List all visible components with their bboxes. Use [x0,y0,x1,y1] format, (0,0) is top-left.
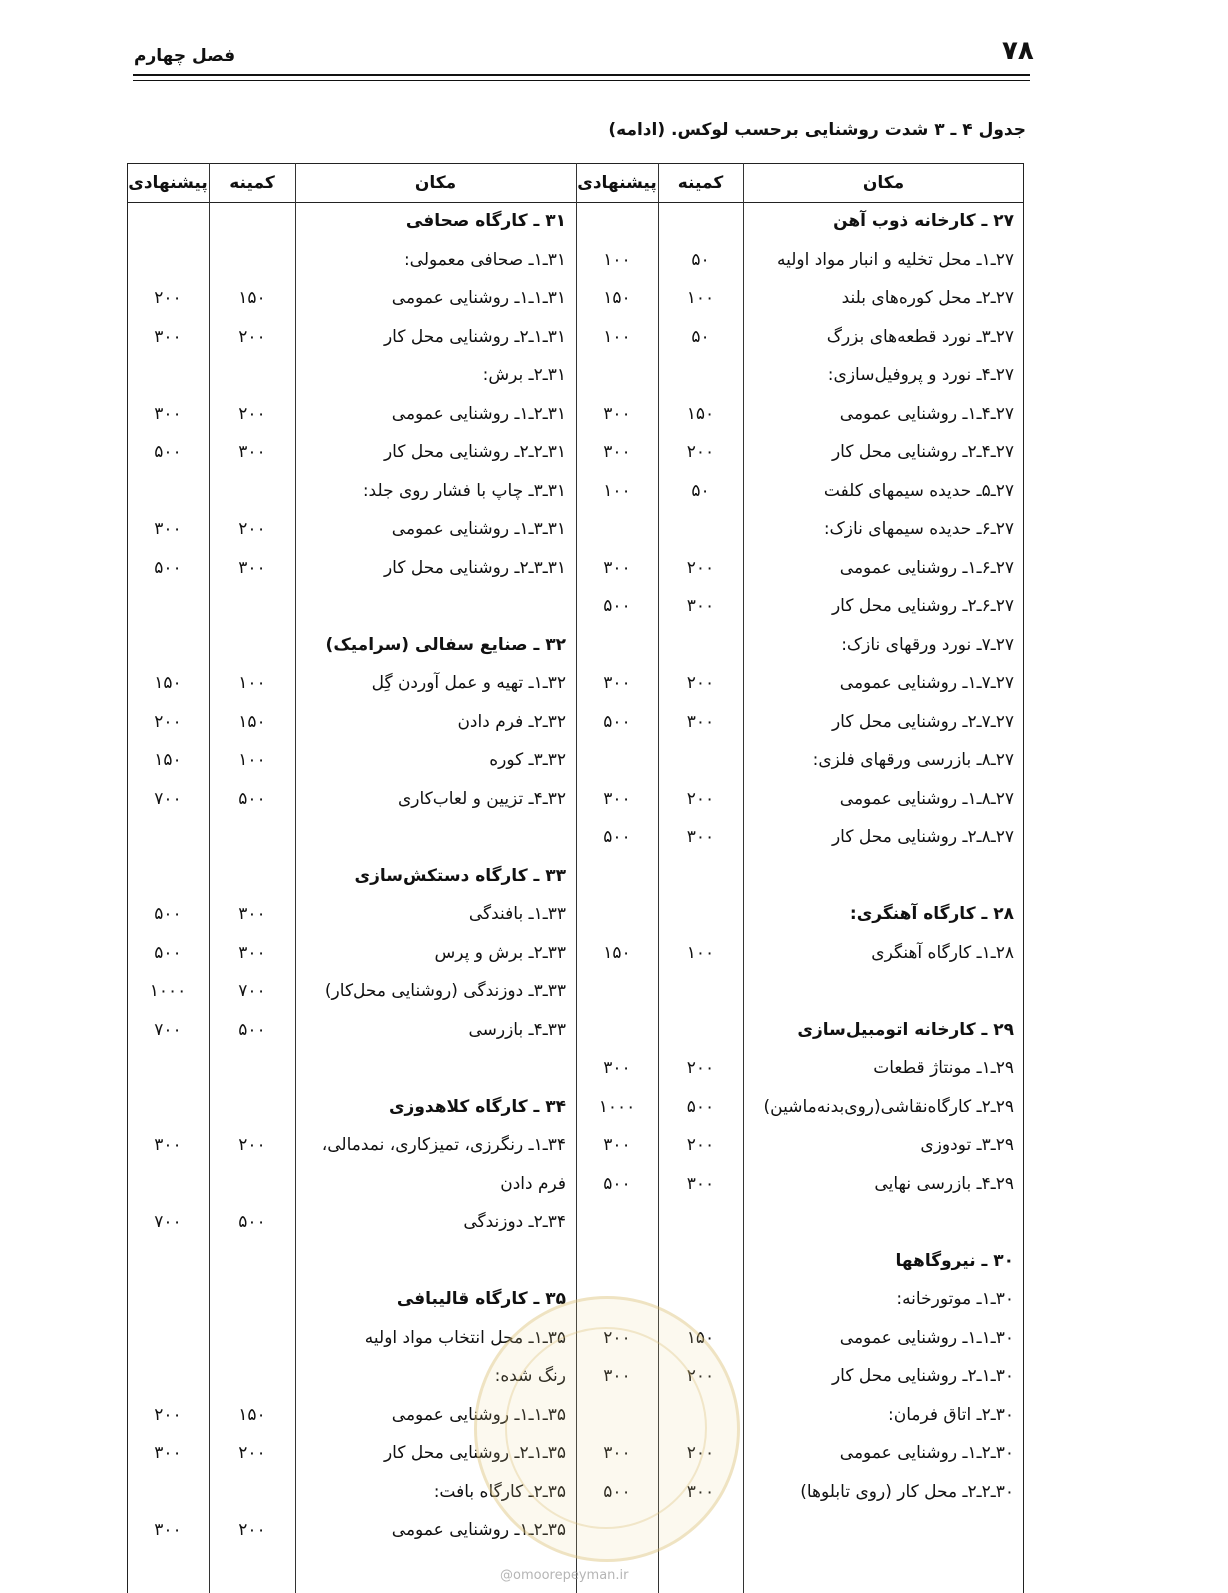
table-row [0,742,1228,778]
header-min-left: کمینه [229,173,275,193]
suggested-lux-cell: ۲۰۰ [154,1404,182,1425]
min-lux-cell [209,819,295,855]
suggested-lux-cell [127,1474,209,1510]
min-lux-cell [209,627,295,663]
place-cell: ۲۷ـ۸ـ۱ـ روشنایی عمومی [839,788,1014,809]
header-place-right: مکان [862,173,905,193]
suggested-lux-cell: ۷۰۰ [154,1212,182,1232]
min-lux-cell: ۱۵۰ [238,288,266,308]
place-cell: ۳۰ـ۲ـ اتاق فرمان: [887,1404,1014,1425]
suggested-lux-cell: ۳۰۰ [603,557,631,578]
suggested-lux-cell: ۷۰۰ [154,788,182,809]
suggested-lux-cell [127,1166,209,1202]
place-cell: ۳۰ـ۱ـ۲ـ روشنایی محل کار [831,1366,1014,1386]
min-lux-cell: ۵۰ [691,480,710,501]
table-row [0,665,1228,701]
place-cell: ۳۱ـ۳ـ چاپ با فشار روی جلد: [362,480,566,501]
place-cell: ۳۵ـ۱ـ محل انتخاب مواد اولیه [364,1327,566,1348]
min-lux-cell [209,1243,295,1279]
min-lux-cell: ۳۰۰ [686,827,715,847]
suggested-lux-cell: ۷۰۰ [154,1019,182,1040]
suggested-lux-cell [127,1320,209,1356]
min-lux-cell: ۲۰۰ [686,442,715,462]
place-cell: ۲۷ـ۷ـ نورد ورقهای نازک: [841,634,1014,655]
min-lux-cell [209,588,295,624]
min-lux-cell: ۳۰۰ [686,596,715,616]
place-cell: ۳۵ـ۲ـ۱ـ روشنایی عمومی [391,1520,566,1540]
suggested-lux-cell: ۵۰۰ [603,1481,631,1502]
table-row [0,434,1228,470]
place-cell: ۳۱ـ۳ـ۲ـ روشنایی محل کار [383,557,566,578]
suggested-lux-cell [127,858,209,894]
table-row [0,781,1228,817]
min-lux-cell: ۲۰۰ [238,1135,266,1155]
header-rule-thin [133,80,1030,81]
place-cell: فرم دادن [500,1173,566,1194]
place-cell: ۳۳ـ۳ـ دوزندگی (روشنایی محل‌کار) [324,981,566,1001]
place-cell: ۳۱ـ۲ـ۱ـ روشنایی عمومی [391,403,566,424]
place-cell: ۳۲ـ۴ـ تزیین و لعاب‌کاری [397,788,566,809]
place-cell: ۲۷ـ۶ـ۲ـ روشنایی محل کار [831,596,1014,616]
page-number: ۷۸ [1002,36,1034,66]
place-cell: ۳۰ـ۱ـ۱ـ روشنایی عمومی [839,1327,1014,1348]
table-row [0,973,1228,1009]
place-cell: ۳۲ـ۱ـ تهیه و عمل آوردن گِل [371,673,566,693]
min-lux-cell: ۱۰۰ [686,942,715,963]
table-row [0,896,1228,932]
place-cell: رنگ شده: [494,1366,566,1386]
suggested-lux-cell: ۱۰۰ [603,480,631,501]
suggested-lux-cell: ۱۰۰ [603,326,631,347]
suggested-lux-cell: ۲۰۰ [603,1327,631,1348]
place-cell: ۳۰ـ۲ـ۲ـ محل کار (روی تابلوها) [800,1481,1014,1502]
min-lux-cell: ۳۰۰ [238,557,266,578]
min-lux-cell: ۲۰۰ [238,403,266,424]
place-cell: ۲۷ـ۲ـ محل کوره‌های بلند [841,288,1014,308]
min-lux-cell: ۲۰۰ [686,1058,715,1078]
min-lux-cell: ۲۰۰ [238,1520,266,1540]
place-cell: ۳۱ـ۱ـ۱ـ روشنایی عمومی [391,288,566,308]
suggested-lux-cell: ۳۰۰ [603,1135,631,1155]
place-cell: ۲۷ـ۴ـ۲ـ روشنایی محل کار [831,442,1014,462]
min-lux-cell: ۲۰۰ [686,1366,715,1386]
table-row [0,1243,1228,1279]
suggested-lux-cell: ۵۰۰ [603,711,631,732]
suggested-lux-cell: ۳۰۰ [154,1520,182,1540]
table-row [0,1204,1228,1240]
section-heading: ۳۳ ـ کارگاه دستکش‌سازی [354,865,566,886]
place-cell: ۲۸ـ۱ـ کارگاه آهنگری [871,942,1014,963]
place-cell: ۲۹ـ۲ـ کارگاه‌نقاشی(روی‌بدنه‌ماشین) [763,1096,1014,1117]
min-lux-cell [209,357,295,393]
place-cell: ۲۷ـ۶ـ۱ـ روشنایی عمومی [839,557,1014,578]
min-lux-cell: ۲۰۰ [686,1135,715,1155]
suggested-lux-cell [127,357,209,393]
place-cell: ۲۷ـ۱ـ محل تخلیه و انبار مواد اولیه [776,249,1014,270]
place-cell: ۳۵ـ۲ـ کارگاه بافت: [433,1481,566,1502]
suggested-lux-cell: ۱۵۰ [154,673,182,693]
table-row [0,858,1228,894]
suggested-lux-cell: ۵۰۰ [154,442,182,462]
place-cell: ۲۹ـ۴ـ بازرسی نهایی [874,1173,1014,1194]
min-lux-cell [209,242,295,278]
table-row [0,1012,1228,1048]
place-cell: ۳۴ـ۲ـ دوزندگی [463,1212,566,1232]
table-row [0,627,1228,663]
suggested-lux-cell: ۲۰۰ [154,711,182,732]
min-lux-cell: ۵۰ [691,326,710,347]
section-heading: ۳۰ ـ نیروگاهها [895,1250,1014,1271]
place-cell: ۲۷ـ۸ـ بازرسی ورقهای فلزی: [812,750,1014,770]
min-lux-cell [209,1089,295,1125]
table-row [0,473,1228,509]
suggested-lux-cell: ۳۰۰ [154,1135,182,1155]
place-cell: ۳۴ـ۱ـ رنگرزی، تمیزکاری، نمدمالی، [321,1135,566,1155]
min-lux-cell: ۳۰۰ [238,442,266,462]
table-row [0,935,1228,971]
min-lux-cell: ۲۰۰ [686,557,715,578]
suggested-lux-cell: ۵۰۰ [603,827,631,847]
header-min-right: کمینه [677,173,724,193]
table-row [0,511,1228,547]
section-heading: ۳۵ ـ کارگاه قالیبافی [396,1289,566,1309]
min-lux-cell: ۲۰۰ [238,519,266,539]
min-lux-cell: ۵۰۰ [238,1019,266,1040]
suggested-lux-cell: ۳۰۰ [154,326,182,347]
place-cell: ۳۳ـ۴ـ بازرسی [468,1019,566,1040]
section-heading: ۳۴ ـ کارگاه کلاهدوزی [388,1096,566,1117]
suggested-lux-cell: ۱۰۰۰ [149,981,187,1001]
suggested-lux-cell: ۳۰۰ [603,442,631,462]
suggested-lux-cell [127,203,209,239]
min-lux-cell: ۷۰۰ [238,981,266,1001]
min-lux-cell: ۱۵۰ [238,1404,266,1425]
place-cell: ۳۳ـ۱ـ بافندگی [468,904,566,924]
suggested-lux-cell: ۵۰۰ [603,596,631,616]
table-row [0,280,1228,316]
table-row [0,396,1228,432]
place-cell: ۳۰ـ۱ـ موتورخانه: [896,1289,1014,1309]
table-row [0,1089,1228,1125]
place-cell: ۲۷ـ۴ـ۱ـ روشنایی عمومی [839,403,1014,424]
min-lux-cell: ۳۰۰ [238,904,266,924]
min-lux-cell: ۱۰۰ [238,750,266,770]
suggested-lux-cell [127,819,209,855]
place-cell: ۳۰ـ۲ـ۱ـ روشنایی عمومی [839,1443,1014,1463]
table-row [0,319,1228,355]
section-heading: ۳۱ ـ کارگاه صحافی [405,211,566,231]
suggested-lux-cell: ۳۰۰ [603,403,631,424]
place-cell: ۳۱ـ۳ـ۱ـ روشنایی عمومی [391,519,566,539]
place-cell: ۳۱ـ۲ـ۲ـ روشنایی محل کار [383,442,566,462]
suggested-lux-cell [127,627,209,663]
section-heading: ۲۹ ـ کارخانه اتومبیل‌سازی [797,1019,1014,1040]
place-cell: ۳۲ـ۲ـ فرم دادن [457,711,566,732]
place-cell: ۲۷ـ۵ـ حدیده سیمهای کلفت [823,480,1014,501]
suggested-lux-cell: ۳۰۰ [603,1443,631,1463]
min-lux-cell [209,1358,295,1394]
min-lux-cell [209,1166,295,1202]
table-caption: جدول ۴ ـ ۳ شدت روشنایی برحسب لوکس. (ادامه) [608,120,1026,140]
min-lux-cell: ۳۰۰ [686,1481,715,1502]
suggested-lux-cell: ۲۰۰ [154,288,182,308]
place-cell: ۲۹ـ۳ـ تودوزی [920,1135,1014,1155]
suggested-lux-cell [127,242,209,278]
min-lux-cell [209,1474,295,1510]
suggested-lux-cell: ۱۵۰ [603,288,631,308]
place-cell: ۳۵ـ۱ـ۱ـ روشنایی عمومی [391,1404,566,1425]
watermark: @omoorepeyman.ir [500,1568,629,1583]
suggested-lux-cell: ۵۰۰ [154,557,182,578]
suggested-lux-cell: ۳۰۰ [603,1058,631,1078]
publisher-stamp [474,1296,740,1562]
place-cell: ۳۵ـ۱ـ۲ـ روشنایی محل کار [383,1443,566,1463]
min-lux-cell: ۳۰۰ [686,711,715,732]
suggested-lux-cell [127,1050,209,1086]
table-row [0,357,1228,393]
suggested-lux-cell [127,1243,209,1279]
min-lux-cell: ۳۰۰ [686,1173,715,1194]
place-cell: ۳۱ـ۲ـ برش: [482,365,566,385]
section-heading: ۳۲ ـ صنایع سفالی (سرامیک) [325,634,566,655]
suggested-lux-cell: ۳۰۰ [154,1443,182,1463]
place-cell: ۳۳ـ۲ـ برش و پرس [434,942,566,963]
place-cell: ۳۱ـ۱ـ۲ـ روشنایی محل کار [383,326,566,347]
header-suggested-left: پیشنهادی [128,173,208,193]
suggested-lux-cell: ۳۰۰ [603,788,631,809]
section-heading: ۲۷ ـ کارخانه ذوب آهن [833,211,1014,231]
min-lux-cell: ۵۰ [691,249,710,270]
chapter-title: فصل چهارم [134,46,236,66]
table-row [0,203,1228,239]
suggested-lux-cell [127,1281,209,1317]
suggested-lux-cell: ۱۵۰ [154,750,182,770]
place-cell: ۲۷ـ۷ـ۱ـ روشنایی عمومی [839,673,1014,693]
min-lux-cell [209,1050,295,1086]
suggested-lux-cell: ۳۰۰ [154,403,182,424]
min-lux-cell [209,858,295,894]
min-lux-cell: ۳۰۰ [238,942,266,963]
min-lux-cell: ۲۰۰ [686,673,715,693]
suggested-lux-cell: ۱۵۰ [603,942,631,963]
table-row [0,1127,1228,1163]
min-lux-cell: ۵۰۰ [686,1096,715,1117]
suggested-lux-cell: ۳۰۰ [603,1366,631,1386]
suggested-lux-cell: ۳۰۰ [603,673,631,693]
suggested-lux-cell [127,1358,209,1394]
place-cell: ۲۷ـ۷ـ۲ـ روشنایی محل کار [831,711,1014,732]
min-lux-cell: ۱۰۰ [686,288,715,308]
suggested-lux-cell: ۵۰۰ [154,942,182,963]
section-heading: ۲۸ ـ کارگاه آهنگری: [849,904,1014,924]
place-cell: ۲۷ـ۶ـ حدیده سیمهای نازک: [823,519,1014,539]
min-lux-cell: ۵۰۰ [238,1212,266,1232]
min-lux-cell: ۲۰۰ [686,788,715,809]
place-cell: ۲۷ـ۴ـ نورد و پروفیل‌سازی: [827,365,1014,385]
min-lux-cell [209,1320,295,1356]
header-rule [133,74,1030,76]
suggested-lux-cell [127,1089,209,1125]
suggested-lux-cell: ۵۰۰ [154,904,182,924]
suggested-lux-cell: ۳۰۰ [154,519,182,539]
table-row [0,1050,1228,1086]
header-suggested-right: پیشنهادی [577,173,657,193]
min-lux-cell: ۵۰۰ [238,788,266,809]
table-row [0,819,1228,855]
place-cell: ۳۲ـ۳ـ کوره [489,750,566,770]
table-row [0,550,1228,586]
min-lux-cell: ۱۵۰ [686,403,715,424]
min-lux-cell [209,473,295,509]
table-row [0,704,1228,740]
suggested-lux-cell: ۱۰۰ [603,249,631,270]
suggested-lux-cell [127,473,209,509]
place-cell: ۲۷ـ۸ـ۲ـ روشنایی محل کار [831,827,1014,847]
suggested-lux-cell: ۵۰۰ [603,1173,631,1194]
min-lux-cell [209,1281,295,1317]
place-cell: ۲۷ـ۳ـ نورد قطعه‌های بزرگ [826,326,1014,347]
min-lux-cell: ۱۵۰ [238,711,266,732]
min-lux-cell: ۱۰۰ [238,673,266,693]
table-row [0,242,1228,278]
min-lux-cell: ۲۰۰ [238,1443,266,1463]
header-place-left: مکان [414,173,457,193]
min-lux-cell: ۲۰۰ [686,1443,715,1463]
min-lux-cell: ۱۵۰ [686,1327,715,1348]
suggested-lux-cell: ۱۰۰۰ [598,1096,636,1117]
min-lux-cell: ۲۰۰ [238,326,266,347]
suggested-lux-cell [127,588,209,624]
min-lux-cell [209,203,295,239]
place-cell: ۲۹ـ۱ـ مونتاژ قطعات [873,1058,1014,1078]
table-row [0,588,1228,624]
table-row [0,1166,1228,1202]
place-cell: ۳۱ـ۱ـ صحافی معمولی: [403,249,566,270]
